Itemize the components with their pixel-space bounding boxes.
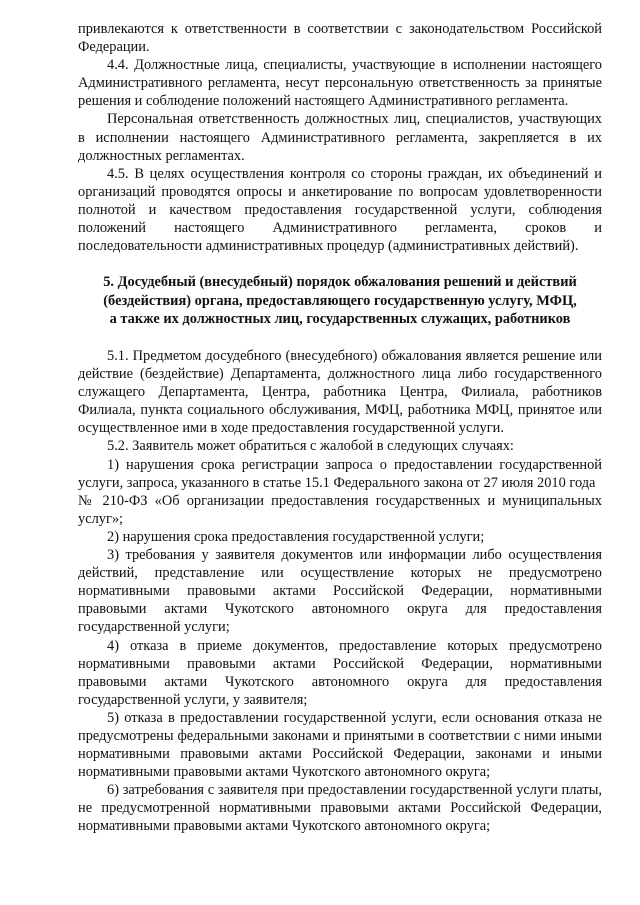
document-page: [78, 20, 602, 836]
section-heading-line: 5. Досудебный (внесудебный) порядок обжалования решений и действий: [103, 274, 577, 291]
paragraph-4-4: 4.4. Должностные лица, специалисты, участвующие в исполнении настоящего Административного регламента, несут персональную ответственность за принятые решения и соблюдение положений настоящего Административного регламента.: [78, 57, 602, 110]
paragraph-4-5: 4.5. В целях осуществления контроля со стороны граждан, их объединений и организаций проводятся опросы и анкетирование по вопросам удовлетворенности полнотой и качеством предоставления государственной услуги, соблюдения положений настоящего Административного регламента, сроков и последовательности административных процедур (административных действий).: [78, 165, 602, 255]
list-item-4: 4) отказа в приеме документов, предоставление которых предусмотрено нормативными правовыми актами Российской Федерации, нормативными правовыми актами Чукотского автономного округа для предоставления государственной услуги, у заявителя;: [78, 637, 602, 708]
list-item-2: 2) нарушения срока предоставления государственной услуги;: [107, 528, 485, 545]
paragraph-liability-end: привлекаются к ответственности в соответствии с законодательством Российской Федерации.: [78, 21, 602, 56]
section-heading-line: а также их должностных лиц, государственных служащих, работников: [109, 311, 571, 328]
list-item-1-continuation: № 210-ФЗ «Об организации предоставления государственных и муниципальных услуг»;: [78, 492, 602, 527]
paragraph-5-2: 5.2. Заявитель может обратиться с жалобой в следующих случаях:: [107, 438, 514, 455]
list-item-1: 1) нарушения срока регистрации запроса о предоставлении государственной услуги, запроса, указанного в статье 15.1 Федерального закона от 27 июля 2010 года: [78, 456, 602, 491]
section-heading-line: (бездействия) органа, предоставляющего государственную услугу, МФЦ,: [103, 292, 577, 309]
list-item-6: 6) затребования с заявителя при предоставлении государственной услуги платы, не предусмотренной нормативными правовыми актами Российской Федерации, нормативными правовыми актами Чукотского автономного округа;: [78, 782, 602, 835]
list-item-5: 5) отказа в предоставлении государственной услуги, если основания отказа не предусмотрены федеральными законами и принятыми в соответствии с ними иными нормативными правовыми актами Российской Федерации, законами и иными нормативными правовыми актами Чукотского автономного округа;: [78, 709, 602, 781]
paragraph-personal-responsibility: Персональная ответственность должностных лиц, специалистов, участвующих в исполнении настоящего Административного регламента, закрепляется в их должностных регламентах.: [78, 111, 602, 164]
list-item-3: 3) требования у заявителя документов или информации либо осуществления действий, представление или осуществление которых не предусмотрено нормативными правовыми актами Российской Федерации, нормативными правовыми актами Чукотского автономного округа для предоставления государственной услуги;: [78, 547, 602, 636]
paragraph-5-1: 5.1. Предметом досудебного (внесудебного) обжалования является решение или действие (бездействие) Департамента, должностного лица либо государственного служащего Департамента, Центра, работника Центра, Филиала, работников Филиала, пункта социального обслуживания, МФЦ, работника МФЦ, принятое или осуществленное ими в ходе предоставления государственной услуги.: [78, 348, 602, 437]
section-5-heading: [78, 273, 602, 329]
